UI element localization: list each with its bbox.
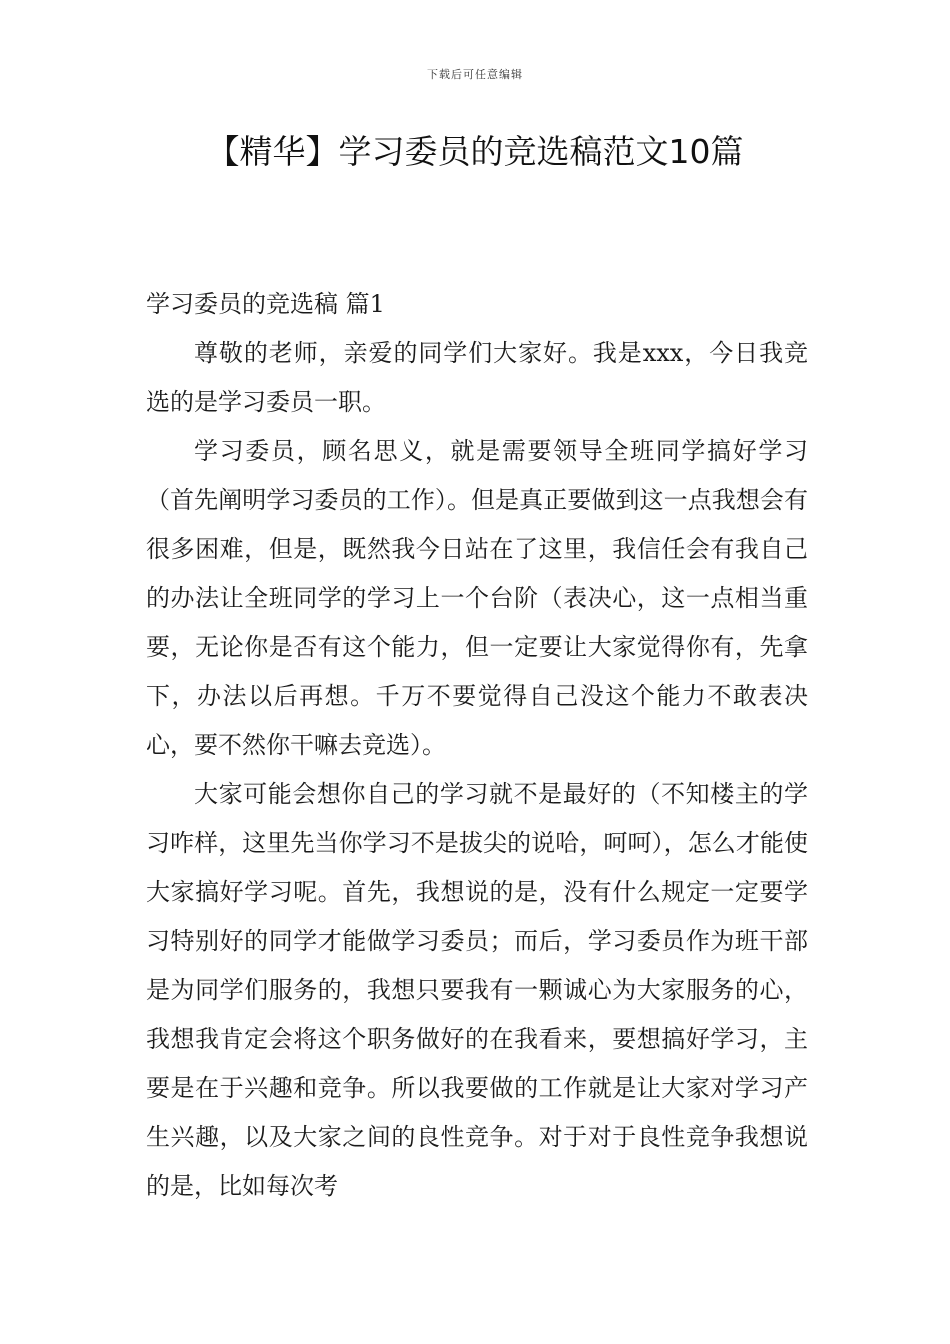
paragraph-greeting: 尊敬的老师，亲爱的同学们大家好。我是xxx，今日我竞选的是学习委员一职。: [146, 339, 808, 416]
section-heading: 学习委员的竞选稿 篇1: [146, 290, 385, 318]
paragraph-role-description: 学习委员，顾名思义，就是需要领导全班同学搞好学习（首先阐明学习委员的工作）。但是真正要做到这一点我想会有很多困难，但是，既然我今日站在了这里，我信任会有我自己的办法让全班同学的学习上一个台阶（表决心，这一点相当重要，无论你是否有这个能力，但一定要让大家觉得你有，先拿下，办法以后再想。千万不要觉得自己没这个能力不敢表决心，要不然你干嘛去竞选）。: [146, 437, 808, 759]
document-body: [146, 280, 808, 1211]
document-title: 【精华】学习委员的竞选稿范文10篇: [206, 132, 744, 171]
page-header-note: 下载后可任意编辑: [427, 68, 523, 81]
paragraph-study-approach: 大家可能会想你自己的学习就不是最好的（不知楼主的学习咋样，这里先当你学习不是拔尖的说哈，呵呵），怎么才能使大家搞好学习呢。首先，我想说的是，没有什么规定一定要学习特别好的同学才能做学习委员；而后，学习委员作为班干部是为同学们服务的，我想只要我有一颗诚心为大家服务的心，我想我肯定会将这个职务做好的在我看来，要想搞好学习，主要是在于兴趣和竞争。所以我要做的工作就是让大家对学习产生兴趣，以及大家之间的良性竞争。对于对于良性竞争我想说的是，比如每次考: [146, 780, 808, 1200]
